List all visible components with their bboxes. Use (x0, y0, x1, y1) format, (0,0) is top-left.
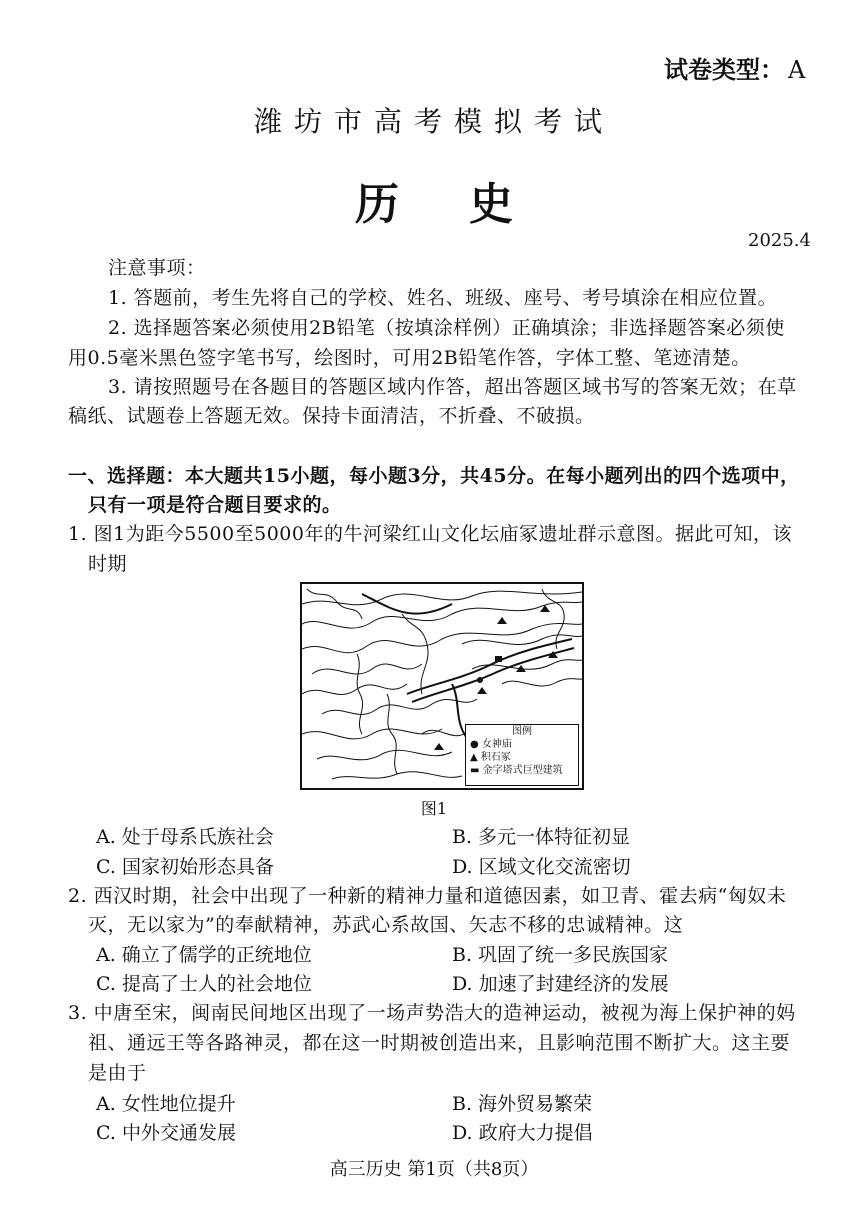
question-1-stem-cont: 时期 (88, 553, 128, 575)
option-d[interactable]: D. 区域文化交流密切 (452, 856, 631, 878)
notice-item: 用0.5毫米黑色签字笔书写，绘图时，可用2B铅笔作答，字体工整、笔迹清楚。 (68, 347, 751, 369)
question-1-stem: 1. 图1为距今5500至5000年的牛河梁红山文化坛庙冢遗址群示意图。据此可知，该 (68, 523, 792, 545)
paper-type-label: 试卷类型： (664, 56, 784, 84)
subject-title: 历史 (355, 179, 583, 230)
legend-item (466, 751, 578, 764)
section-heading: 一、选择题：本大题共15小题，每小题3分，共45分。在每小题列出的四个选项中， (68, 465, 800, 487)
question-3-stem: 3. 中唐至宋，闽南民间地区出现了一场声势浩大的造神运动，被视为海上保护神的妈 (68, 1002, 796, 1024)
paper-type (664, 50, 805, 85)
legend-label: 女神庙 (481, 739, 512, 750)
question-3-stem-cont: 祖、通远王等各路神灵，都在这一时期被创造出来，且影响范围不断扩大。这主要 (88, 1032, 791, 1054)
option-c[interactable]: C. 提高了士人的社会地位 (96, 973, 312, 995)
legend-item (466, 764, 578, 777)
option-a[interactable]: A. 处于母系氏族社会 (96, 826, 274, 848)
option-d[interactable]: D. 政府大力提倡 (452, 1122, 593, 1144)
legend-label: 金字塔式巨型建筑 (482, 765, 563, 776)
legend-item (466, 738, 578, 751)
figure-caption: 图1 (420, 799, 448, 818)
legend-label: 积石冢 (480, 752, 511, 763)
notice-item: 3. 请按照题号在各题目的答题区域内作答，超出答题区域书写的答案无效；在草 (108, 376, 797, 398)
option-c[interactable]: C. 中外交通发展 (96, 1122, 236, 1144)
paper-type-value: A (788, 56, 806, 84)
option-b[interactable]: B. 海外贸易繁荣 (452, 1093, 593, 1115)
pyramid-icon: ▬ (470, 765, 480, 776)
option-c[interactable]: C. 国家初始形态具备 (96, 856, 274, 878)
question-2-stem: 2. 西汉时期，社会中出现了一种新的精神力量和道德因素，如卫青、霍去病“匈奴未 (68, 885, 787, 907)
exam-date: 2025.4 (748, 230, 811, 251)
site-map-figure (300, 582, 584, 790)
notice-title: 注意事项： (108, 257, 206, 279)
question-2-stem-cont: 灭，无以家为”的奉献精神，苏武心系故国、矢志不移的忠诚精神。这 (88, 914, 684, 936)
mound-icon: ▲ (470, 752, 478, 763)
option-a[interactable]: A. 确立了儒学的正统地位 (96, 944, 312, 966)
dot-icon: ● (470, 739, 479, 750)
option-b[interactable]: B. 多元一体特征初显 (452, 826, 631, 848)
notice-item: 2. 选择题答案必须使用2B铅笔（按填涂样例）正确填涂；非选择题答案必须使 (108, 317, 785, 339)
option-d[interactable]: D. 加速了封建经济的发展 (452, 973, 669, 995)
section-heading-cont: 只有一项是符合题目要求的。 (88, 494, 342, 516)
exam-title: 潍坊市高考模拟考试 (253, 105, 614, 138)
question-3-stem-cont: 是由于 (88, 1062, 147, 1084)
option-b[interactable]: B. 巩固了统一多民族国家 (452, 944, 669, 966)
legend-title: 图例 (512, 726, 532, 737)
notice-item: 稿纸、试题卷上答题无效。保持卡面清洁，不折叠、不破损。 (68, 405, 595, 427)
page-footer: 高三历史 第1页（共8页） (329, 1159, 539, 1180)
notice-item: 1. 答题前，考生先将自己的学校、姓名、班级、座号、考号填涂在相应位置。 (108, 287, 778, 309)
map-legend (465, 724, 579, 786)
option-a[interactable]: A. 女性地位提升 (96, 1093, 236, 1115)
